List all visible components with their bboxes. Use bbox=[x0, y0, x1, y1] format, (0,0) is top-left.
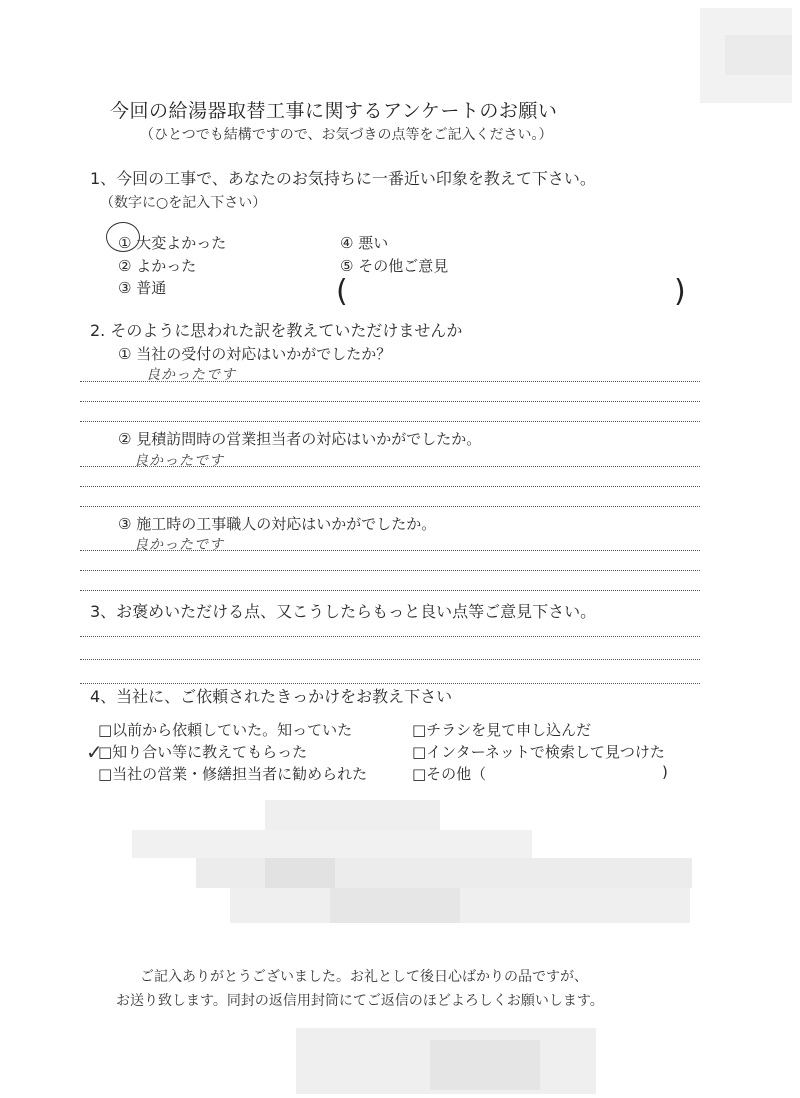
q4-option-known[interactable]: □以前から依頼していた。知っていた bbox=[98, 721, 353, 739]
q2-item-2-label: ② 見積訪問時の営業担当者の対応はいかがでしたか。 bbox=[118, 430, 482, 448]
answer-line bbox=[80, 381, 700, 382]
q1-note: （数字に○を記入下さい） bbox=[100, 195, 267, 211]
q2-item-3-answer: 良かったです bbox=[134, 537, 224, 553]
answer-line bbox=[80, 659, 700, 660]
answer-line bbox=[80, 636, 700, 637]
q2-item-1-answer: 良かったです bbox=[146, 367, 236, 383]
redaction-row-4 bbox=[230, 888, 690, 923]
q1-option-4[interactable]: ④ 悪い bbox=[340, 234, 389, 252]
redaction-row-3b bbox=[265, 858, 335, 888]
q1-option-3[interactable]: ③ 普通 bbox=[118, 279, 167, 297]
redaction-block-top-inner bbox=[725, 35, 792, 75]
redaction-row-4b bbox=[330, 888, 460, 923]
q1-other-paren-close: ) bbox=[674, 274, 686, 309]
q2-item-1-label: ① 当社の受付の対応はいかがでしたか？ bbox=[118, 345, 392, 363]
q4-option-other-close: ) bbox=[662, 763, 668, 781]
check-mark-icon: ✓ bbox=[86, 740, 103, 764]
answer-line bbox=[80, 486, 700, 487]
q4-option-flyer[interactable]: □チラシを見て申し込んだ bbox=[412, 721, 592, 739]
footer-line-2: お送り致します。同封の返信用封筒にてご返信のほどよろしくお願いします。 bbox=[116, 993, 604, 1009]
page-subtitle: （ひとつでも結構ですので、お気づきの点等をご記入ください。） bbox=[140, 127, 553, 143]
q1-question: 1、今回の工事で、あなたのお気持ちに一番近い印象を教えて下さい。 bbox=[90, 169, 596, 188]
q2-question: 2. そのように思われた訳を教えていただけませんか bbox=[90, 321, 463, 340]
answer-line bbox=[80, 506, 700, 507]
page-title: 今回の給湯器取替工事に関するアンケートのお願い bbox=[110, 100, 558, 122]
redaction-row-2 bbox=[132, 830, 532, 858]
q4-option-other[interactable]: □その他（ bbox=[412, 765, 487, 783]
q1-other-paren-open: ( bbox=[336, 274, 348, 309]
q1-option-1[interactable]: ① 大変よかった bbox=[118, 234, 227, 252]
q4-option-sales[interactable]: □当社の営業・修繕担当者に勧められた bbox=[98, 765, 368, 783]
q1-option-2[interactable]: ② よかった bbox=[118, 257, 197, 275]
footer-line-1: ご記入ありがとうございました。お礼として後日心ばかりの品ですが、 bbox=[140, 969, 588, 985]
redaction-bottom-inner bbox=[430, 1040, 540, 1090]
redaction-row-1 bbox=[265, 800, 440, 830]
q3-question: 3、お褒めいただける点、又こうしたらもっと良い点等ご意見下さい。 bbox=[90, 602, 597, 621]
q2-item-3-label: ③ 施工時の工事職人の対応はいかがでしたか。 bbox=[118, 515, 437, 533]
q4-option-referral[interactable]: □知り合い等に教えてもらった bbox=[98, 743, 308, 761]
answer-line bbox=[80, 466, 700, 467]
answer-line bbox=[80, 590, 700, 591]
answer-line bbox=[80, 401, 700, 402]
q4-option-internet[interactable]: □インターネットで検索して見つけた bbox=[412, 743, 665, 761]
answer-line bbox=[80, 421, 700, 422]
q1-option-5[interactable]: ⑤ その他ご意見 bbox=[340, 257, 449, 275]
q2-item-2-answer: 良かったです bbox=[134, 453, 224, 469]
answer-line bbox=[80, 550, 700, 551]
q4-question: 4、当社に、ご依頼されたきっかけをお教え下さい bbox=[90, 687, 453, 706]
answer-line bbox=[80, 570, 700, 571]
